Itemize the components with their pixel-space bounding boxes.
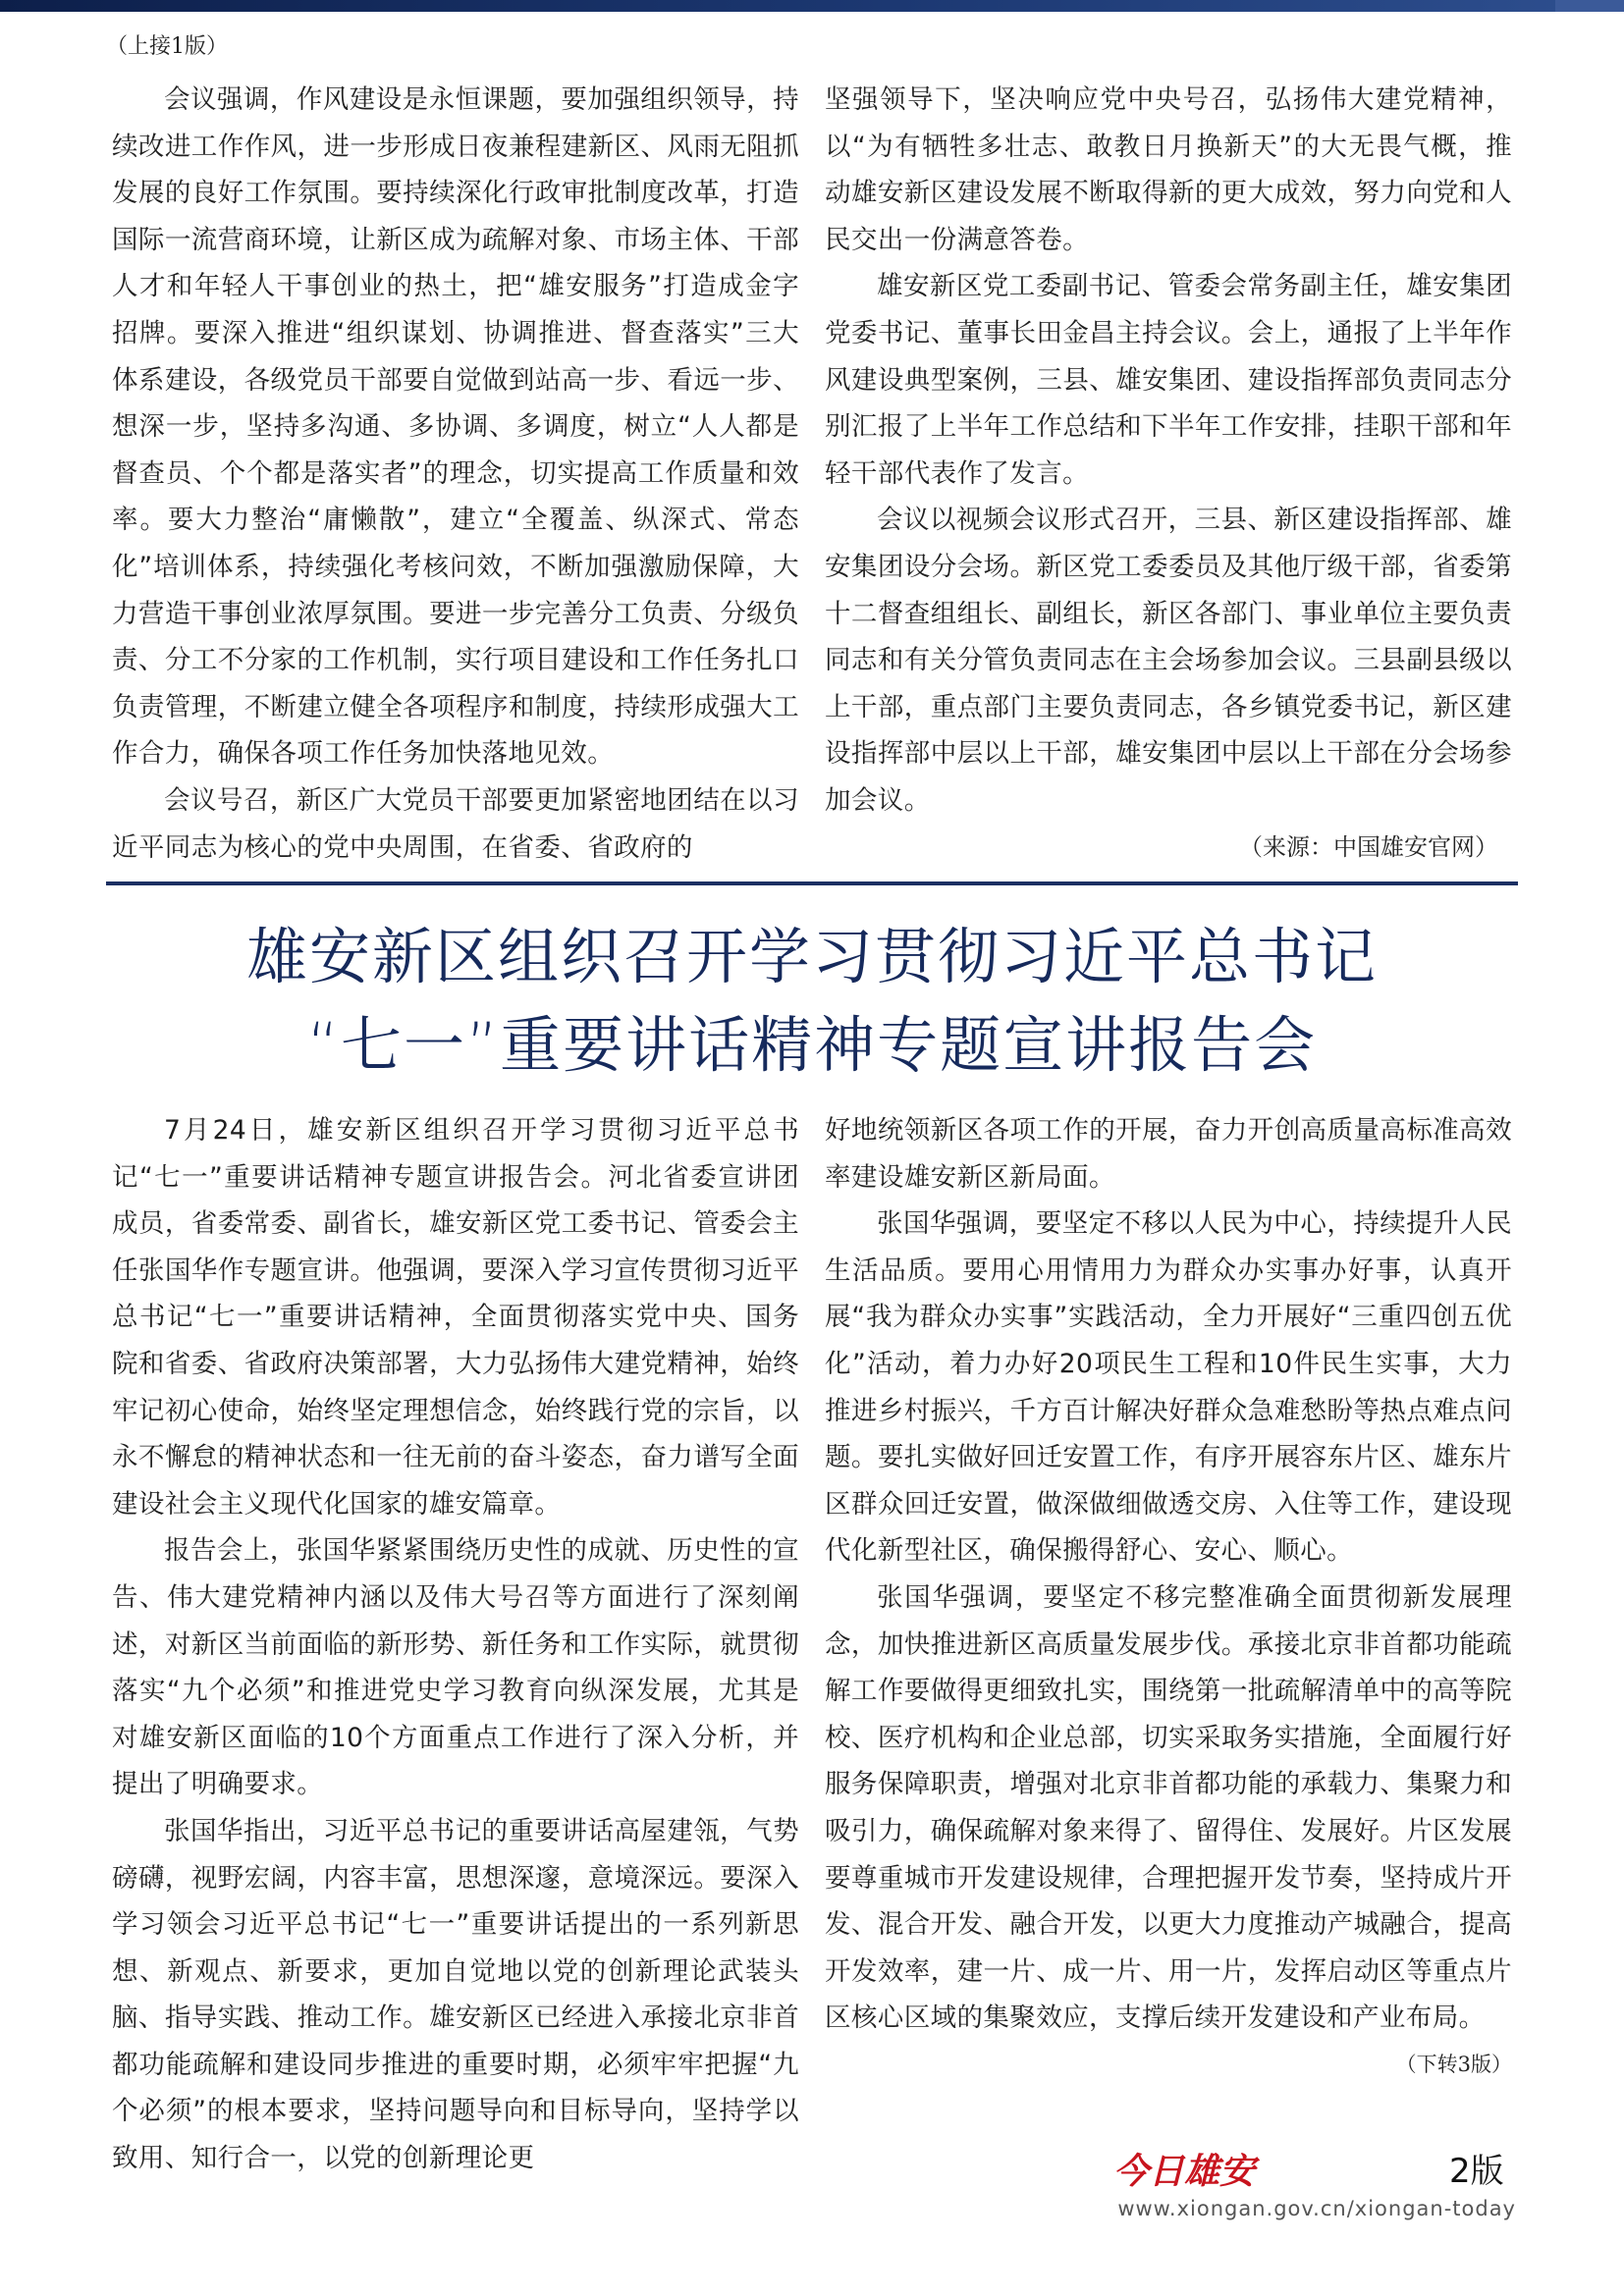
section-divider (106, 881, 1518, 885)
footer-url: www.xiongan.gov.cn/xiongan-today (1117, 2197, 1516, 2220)
paragraph: 会议以视频会议形式召开，三县、新区建设指挥部、雄安集团设分会场。新区党工委委员及其他厅级干部，省委第十二督查组组长、副组长，新区各部门、事业单位主要负责同志和有关分管负责同志在主会场参加会议。三县副县级以上干部，重点部门主要负责同志，各乡镇党委书记，新区建设指挥部中层以上干部，雄安集团中层以上干部在分会场参加会议。 (825, 505, 1512, 816)
paragraph: 会议号召，新区广大党员干部要更加紧密地团结在以习近平同志为核心的党中央周围，在省委、省政府的 (112, 784, 799, 863)
masthead-logo (1111, 2146, 1288, 2191)
article-left-column (112, 1107, 799, 2174)
paragraph: 报告会上，张国华紧紧围绕历史性的成就、历史性的宣告、伟大建党精神内涵以及伟大号召等方面进行了深刻阐述，对新区当前面临的新形势、新任务和工作实际，就贯彻落实“九个必须”和推进党史学习教育向纵深发展，尤其是对雄安新区面临的10个方面重点工作进行了深入分析，并提出了明确要求。 (112, 1535, 799, 1800)
top-banner-bar (0, 0, 1624, 12)
headline-line-1: 雄安新区组织召开学习贯彻习近平总书记 (245, 921, 1378, 992)
paragraph: 张国华指出，习近平总书记的重要讲话高屋建瓴，气势磅礴，视野宏阔，内容丰富，思想深邃，意境深远。要深入学习领会习近平总书记“七一”重要讲话提出的一系列新思想、新观点、新要求，更加自觉地以党的创新理论武装头脑、指导实践、推动工作。雄安新区已经进入承接北京非首都功能疏解和建设同步推进的重要时期，必须牢牢把握“九个必须”的根本要求，坚持问题导向和目标导向，坚持学以致用、知行合一，以党的创新理论更 (112, 1815, 799, 2174)
paragraph: 会议强调，作风建设是永恒课题，要加强组织领导，持续改进工作作风，进一步形成日夜兼程建新区、风雨无阻抓发展的良好工作氛围。要持续深化行政审批制度改革，打造国际一流营商环境，让新区成为疏解对象、市场主体、干部人才和年轻人干事创业的热土，把“雄安服务”打造成金字招牌。要深入推进“组织谋划、协调推进、督查落实”三大体系建设，各级党员干部要自觉做到站高一步、看远一步、想深一步，坚持多沟通、多协调、多调度，树立“人人都是督查员、个个都是落实者”的理念，切实提高工作质量和效率。要大力整治“庸懒散”，建立“全覆盖、纵深式、常态化”培训体系，持续强化考核问效，不断加强激励保障，大力营造干事创业浓厚氛围。要进一步完善分工负责、分级负责、分工不分家的工作机制，实行项目建设和工作任务扎口负责管理，不断建立健全各项程序和制度，持续形成强大工作合力，确保各项工作任务加快落地见效。 (112, 84, 799, 770)
previous-article-body (112, 77, 1512, 872)
continued-from-label: （上接1版） (106, 34, 228, 59)
page-number: 2版 (1449, 2152, 1504, 2191)
paragraph: 张国华强调，要坚定不移完整准确全面贯彻新发展理念，加快推进新区高质量发展步伐。承接北京非首都功能疏解工作要做得更细致扎实，围绕第一批疏解清单中的高等院校、医疗机构和企业总部，切实采取务实措施，全面履行好服务保障职责，增强对北京非首都功能的承载力、集聚力和吸引力，确保疏解对象来得了、留得住、发展好。片区发展要尊重城市开发建设规律，合理把握开发节奏，坚持成片开发、混合开发、融合开发，以更大力度推动产城融合，提高开发效率，建一片、成一片、用一片，发挥启动区等重点片区核心区域的集聚效应，支撑后续开发建设和产业布局。 (825, 1581, 1512, 2034)
paragraph: 雄安新区党工委副书记、管委会常务副主任，雄安集团党委书记、董事长田金昌主持会议。会上，通报了上半年作风建设典型案例，三县、雄安集团、建设指挥部负责同志分别汇报了上半年工作总结和下半年工作安排，挂职干部和年轻干部代表作了发言。 (825, 271, 1512, 489)
paragraph: 张国华强调，要坚定不移以人民为中心，持续提升人民生活品质。要用心用情用力为群众办实事办好事，认真开展“我为群众办实事”实践活动，全力开展好“三重四创五优化”活动，着力办好20项民生工程和10件民生实事，大力推进乡村振兴，千方百计解决好群众急难愁盼等热点难点问题。要扎实做好回迁安置工作，有序开展容东片区、雄东片区群众回迁安置，做深做细做透交房、入住等工作，建设现代化新型社区，确保搬得舒心、安心、顺心。 (825, 1208, 1512, 1567)
previous-article-right-column (825, 77, 1512, 872)
continued-to-label: （下转3版） (1395, 2052, 1512, 2076)
paragraph: 坚强领导下，坚决响应党中央号召，弘扬伟大建党精神，以“为有牺牲多壮志、敢教日月换新天”的大无畏气概，推动雄安新区建设发展不断取得新的更大成效，努力向党和人民交出一份满意答卷。 (825, 84, 1512, 255)
source-credit: （来源：中国雄安官网） (1239, 832, 1498, 861)
previous-article-left-column (112, 77, 799, 872)
paragraph: 7月24日，雄安新区组织召开学习贯彻习近平总书记“七一”重要讲话精神专题宣讲报告会。河北省委宣讲团成员，省委常委、副省长，雄安新区党工委书记、管委会主任张国华作专题宣讲。他强调，要深入学习宣传贯彻习近平总书记“七一”重要讲话精神，全面贯彻落实党中央、国务院和省委、省政府决策部署，大力弘扬伟大建党精神，始终牢记初心使命，始终坚定理想信念，始终践行党的宗旨，以永不懈怠的精神状态和一往无前的奋斗姿态，奋力谱写全面建设社会主义现代化国家的雄安篇章。 (112, 1115, 799, 1520)
article-headline (106, 913, 1518, 1090)
masthead-logo-text: 今日雄安 (1113, 2151, 1256, 2191)
paragraph: 好地统领新区各项工作的开展，奋力开创高质量高标准高效率建设雄安新区新局面。 (825, 1115, 1512, 1193)
headline-line-2: “七一”重要讲话精神专题宣讲报告会 (306, 1009, 1318, 1081)
article-right-column (825, 1107, 1512, 2128)
